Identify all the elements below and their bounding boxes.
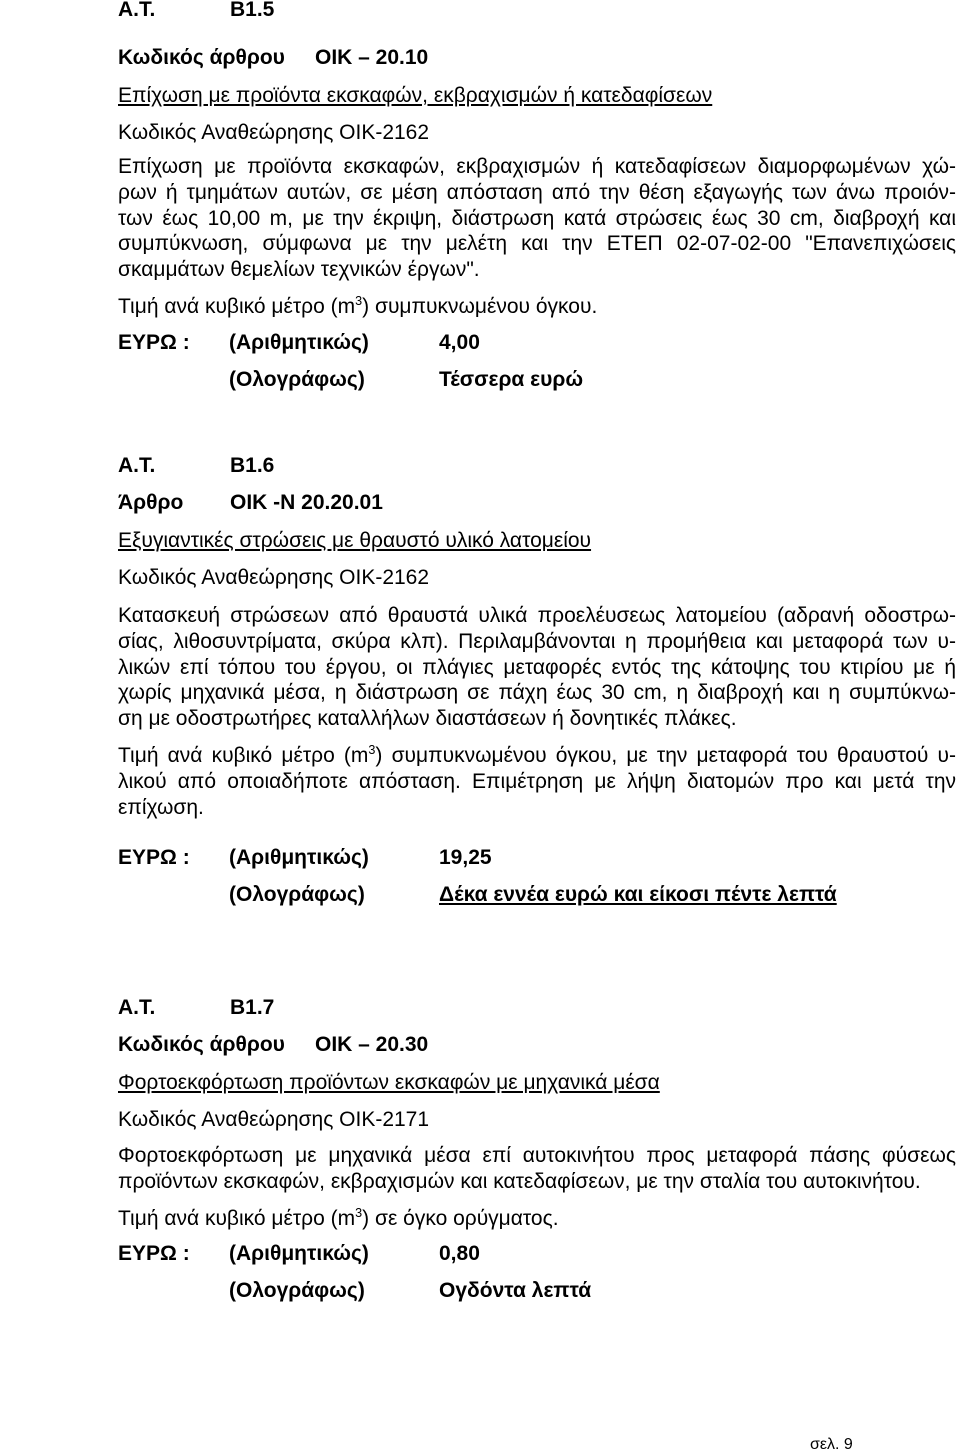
item-title: Φορτοεκφόρτωση προϊόντων εκσκαφών με μηχανικά μέσα: [118, 1071, 660, 1094]
article-code: ΟΙΚ – 20.10: [315, 46, 429, 69]
unit-price-line: [118, 743, 956, 769]
item-header: [118, 995, 956, 1021]
at-label: Α.Τ.: [118, 454, 156, 477]
unit-price-note: [118, 743, 956, 820]
price-numeric-row: [118, 1241, 956, 1267]
unit-price-line: [118, 1206, 956, 1232]
item-b1-5: [118, 0, 956, 404]
description: [118, 603, 956, 732]
at-code: Β1.6: [230, 454, 275, 477]
price-numeric-value: 19,25: [439, 846, 492, 870]
item-b1-7: [118, 995, 956, 1315]
article-code-label: Κωδικός άρθρου: [118, 46, 285, 69]
price-words-row: [118, 1278, 956, 1304]
words-label: (Ολογράφως): [229, 367, 365, 391]
article-code-row: [118, 1032, 956, 1058]
item-title: Επίχωση με προϊόντα εκσκαφών, εκβραχισμών ή κατεδαφίσεων: [118, 84, 713, 107]
unit-price-note: [118, 1206, 956, 1232]
unit-price-line: επίχωση.: [118, 795, 204, 819]
article-code-row: [118, 45, 956, 71]
currency-label: ΕΥΡΩ :: [118, 846, 190, 870]
price-numeric-row: [118, 845, 956, 871]
at-label: Α.Τ.: [118, 0, 156, 21]
price-numeric-value: 4,00: [439, 330, 480, 354]
unit-exponent: 3: [355, 1205, 363, 1220]
article-code: ΟΙΚ – 20.30: [315, 1033, 429, 1056]
revision-code: Κωδικός Αναθεώρησης ΟΙΚ-2171: [118, 1108, 430, 1131]
unit-exponent: 3: [355, 293, 363, 308]
article-code-row: [118, 490, 956, 516]
at-code: Β1.5: [230, 0, 275, 21]
item-header: [118, 0, 956, 23]
unit-price-note: [118, 294, 956, 320]
unit-price-line: λικού από οποιαδήποτε απόσταση. Επιμέτρηση με λήψη διατομών προ και μετά την: [118, 769, 956, 793]
currency-label: ΕΥΡΩ :: [118, 330, 190, 354]
description-line: των έως 10,00 m, με την έκριψη, διάστρωση κατά στρώσεις έως 30 cm, διαβροχή και: [118, 206, 956, 230]
description-line: ση με οδοστρωτήρες καταλλήλων διαστάσεων ή δονητικές πλάκες.: [118, 707, 737, 731]
article-code-label: Άρθρο: [118, 491, 184, 514]
unit-price-text: ) συμπυκνωμένου όγκου, με την μεταφορά του θραυστού υ-: [375, 743, 957, 767]
revision-code: Κωδικός Αναθεώρησης ΟΙΚ-2162: [118, 566, 430, 589]
price-words-value: Τέσσερα ευρώ: [439, 367, 584, 391]
description-line: λικών επί τόπου του έργου, οι πλάγιες μεταφορές εντός της κάτοψης του κτιρίου με ή: [118, 655, 956, 679]
description-line: ρων ή τμημάτων αυτών, σε μέση απόσταση από την θέση εξαγωγής των άνω προιόν-: [118, 180, 956, 204]
numeric-label: (Αριθμητικώς): [229, 1242, 369, 1266]
description: [118, 1143, 956, 1195]
at-code: Β1.7: [230, 996, 275, 1019]
price-words-row: [118, 882, 956, 908]
description-line: χωρίς μηχανικά μέσα, η διάστρωση σε πάχη έως 30 cm, η διαβροχή και η συμπύκνω-: [118, 681, 956, 705]
article-code: ΟΙΚ -Ν 20.20.01: [230, 491, 383, 514]
price-words-value: Δέκα εννέα ευρώ και είκοσι πέντε λεπτά: [439, 883, 837, 907]
unit-price-text: Τιμή ανά κυβικό μέτρο (m: [118, 294, 356, 318]
item-title: Εξυγιαντικές στρώσεις με θραυστό υλικό λατομείου: [118, 529, 592, 552]
description-line: προϊόντων εκσκαφών, εκβραχισμών και κατεδαφίσεων, με την σταλία του αυτοκινήτου.: [118, 1169, 921, 1193]
description-line: Φορτοεκφόρτωση με μηχανικά μέσα επί αυτοκινήτου προς μεταφορά πάσης φύσεως: [118, 1144, 956, 1167]
item-header: [118, 453, 956, 479]
unit-price-text: ) συμπυκνωμένου όγκου.: [362, 294, 598, 318]
numeric-label: (Αριθμητικώς): [229, 846, 369, 870]
price-words-value: Ογδόντα λεπτά: [439, 1279, 592, 1303]
numeric-label: (Αριθμητικώς): [229, 330, 369, 354]
price-numeric-row: [118, 330, 956, 356]
price-words-row: [118, 367, 956, 393]
description-line: σίας, λιθοσυντρίματα, σκύρα κλπ). Περιλαμβάνονται η προμήθεια και μεταφορά των υ-: [118, 629, 956, 653]
unit-price-text: Τιμή ανά κυβικό μέτρο (m: [118, 743, 369, 767]
revision-code: Κωδικός Αναθεώρησης ΟΙΚ-2162: [118, 121, 430, 144]
currency-label: ΕΥΡΩ :: [118, 1242, 190, 1266]
at-label: Α.Τ.: [118, 996, 156, 1019]
description-line: συμπύκνωση, σύμφωνα με την μελέτη και την ΕΤΕΠ 02-07-02-00 "Επανεπιχώσεις: [118, 232, 956, 256]
unit-price-line: [118, 294, 956, 320]
description-line: Επίχωση με προϊόντα εκσκαφών, εκβραχισμών ή κατεδαφίσεων διαμορφωμένων χώ-: [118, 155, 956, 178]
item-b1-6: [118, 453, 956, 919]
price-numeric-value: 0,80: [439, 1242, 480, 1266]
words-label: (Ολογράφως): [229, 883, 365, 907]
unit-price-text: ) σε όγκο ορύγματος.: [362, 1206, 559, 1230]
page-number: σελ. 9: [810, 1436, 853, 1453]
description-line: Κατασκευή στρώσεων από θραυστά υλικά προελέυσεως λατομείου (αδρανή οδοστρω-: [118, 604, 956, 627]
unit-price-text: Τιμή ανά κυβικό μέτρο (m: [118, 1206, 356, 1230]
words-label: (Ολογράφως): [229, 1279, 365, 1303]
article-code-label: Κωδικός άρθρου: [118, 1033, 285, 1056]
description: [118, 154, 956, 283]
description-line: σκαμμάτων θεμελίων τεχνικών έργων".: [118, 258, 480, 282]
unit-exponent: 3: [368, 742, 376, 757]
